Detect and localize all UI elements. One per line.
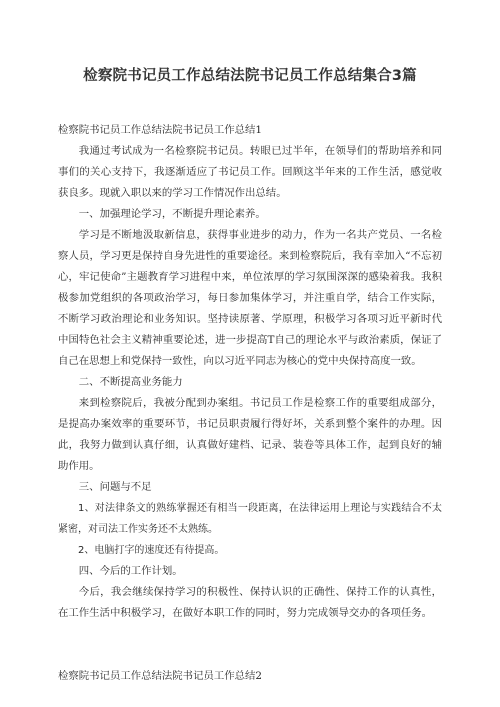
study-paragraph: 学习是不断地汲取新信息，获得事业进步的动力，作为一名共产党员、一名检察人员，学习更是保持自身先进性的重要途径。来到检察院后，我有幸加入“不忘初心，牢记使命”主题教育学习进程中来，单位浓厚的学习氛围深深的感染着我。我积极参加党组织的各项政治学习，每日参加集体学习，并注重自学，结合工作实际，不断学习政治理论和业务知识。坚持读原著、学原理，积极学习各项习近平新时代中国特色社会主义精神重要论述，进一步提高T自己的理论水平与政治素质，保证了自己在思想上和党保持一致性，向以习近平同志为核心的党中央保持高度一致。 bbox=[58, 229, 442, 367]
section-heading-1: 一、加强理论学习，不断提升理论素养。 bbox=[78, 208, 266, 220]
work-paragraph: 来到检察院后，我被分配到办案组。书记员工作是检察工作的重要组成部分，是提高办案效率的重要环节，书记员职责履行得好坏，关系到整个案件的办理。因此，我努力做到认真仔细，认真做好建档、记录、装卷等具体工作，起到良好的辅助作用。 bbox=[58, 397, 442, 472]
plan-paragraph: 今后，我会继续保持学习的积极性、保持认识的正确性、保持工作的认真性，在工作生活中积极学习，在做好本职工作的同时，努力完成领导交办的各项任务。 bbox=[58, 586, 442, 619]
article-2-title: 检察院书记员工作总结法院书记员工作总结2 bbox=[58, 670, 263, 682]
section-heading-2: 二、不断提高业务能力 bbox=[78, 376, 183, 388]
problem-item-1: 1、对法律条文的熟练掌握还有相当一段距离，在法律运用上理论与实践结合不太紧密，对司法工作实务还不太熟练。 bbox=[58, 503, 442, 535]
intro-paragraph: 我通过考试成为一名检察院书记员。转眼已过半年，在领导们的帮助培养和同事们的关心支持下，我逐渐适应了书记员工作。回顾这半年来的工作生活，感觉收获良多。现就入职以来的学习工作情况作出总结。 bbox=[58, 145, 442, 199]
document-title: 检察院书记员工作总结法院书记员工作总结集合3篇 bbox=[83, 68, 417, 84]
section-heading-3: 三、问题与不足 bbox=[78, 481, 152, 493]
section-heading-4: 四、今后的工作计划。 bbox=[78, 565, 183, 577]
problem-item-2: 2、电脑打字的速度还有待提高。 bbox=[78, 545, 225, 556]
article-1-title: 检察院书记员工作总结法院书记员工作总结1 bbox=[58, 124, 263, 136]
document-body bbox=[58, 120, 442, 624]
